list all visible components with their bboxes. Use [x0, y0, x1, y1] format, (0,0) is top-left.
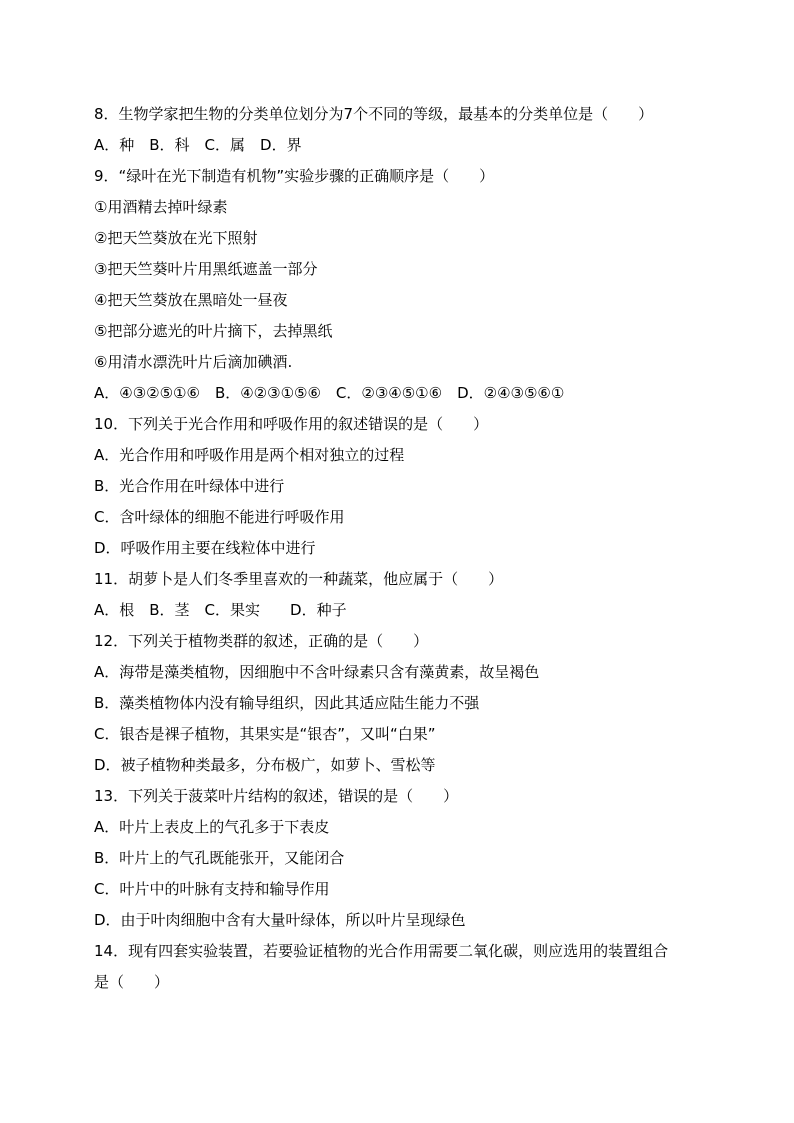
q10-option-a: A．光合作用和呼吸作用是两个相对独立的过程 [94, 446, 405, 464]
q10-option-c: C．含叶绿体的细胞不能进行呼吸作用 [94, 508, 345, 526]
q9-step-3: ③把天竺葵叶片用黑纸遮盖一部分 [94, 260, 318, 278]
q12-option-d: D．被子植物种类最多，分布极广，如萝卜、雪松等 [94, 756, 436, 774]
question-text [94, 99, 708, 998]
q13-stem: 13．下列关于菠菜叶片结构的叙述，错误的是（ ） [94, 787, 459, 805]
q9-step-4: ④把天竺葵放在黑暗处一昼夜 [94, 291, 288, 309]
q10-option-b: B．光合作用在叶绿体中进行 [94, 477, 285, 495]
q8-stem: 8．生物学家把生物的分类单位划分为7个不同的等级，最基本的分类单位是（ ） [94, 105, 654, 123]
q9-step-6: ⑥用清水漂洗叶片后滴加碘酒. [94, 353, 293, 371]
q9-step-1: ①用酒精去掉叶绿素 [94, 198, 228, 216]
q10-option-d: D．呼吸作用主要在线粒体中进行 [94, 539, 316, 557]
q11-options: A．根 B．茎 C．果实 D．种子 [94, 601, 347, 619]
q8-options: A．种 B．科 C．属 D．界 [94, 136, 302, 154]
q13-option-b: B．叶片上的气孔既能张开，又能闭合 [94, 849, 345, 867]
q11-stem: 11．胡萝卜是人们冬季里喜欢的一种蔬菜，他应属于（ ） [94, 570, 504, 588]
q13-option-a: A．叶片上表皮上的气孔多于下表皮 [94, 818, 330, 836]
q9-step-5: ⑤把部分遮光的叶片摘下，去掉黑纸 [94, 322, 333, 340]
q9-step-2: ②把天竺葵放在光下照射 [94, 229, 258, 247]
q12-option-a: A．海带是藻类植物，因细胞中不含叶绿素只含有藻黄素，故呈褐色 [94, 663, 540, 681]
q12-option-b: B．藻类植物体内没有输导组织，因此其适应陆生能力不强 [94, 694, 480, 712]
q9-options: A．④③②⑤①⑥ B．④②③①⑤⑥ C．②③④⑤①⑥ D．②④③⑤⑥① [94, 384, 565, 402]
q12-option-c: C．银杏是裸子植物，其果实是“银杏”，又叫“白果” [94, 725, 436, 743]
q13-option-c: C．叶片中的叶脉有支持和输导作用 [94, 880, 330, 898]
q14-stem: 14．现有四套实验装置，若要验证植物的光合作用需要二氧化碳，则应选用的装置组合 [94, 942, 669, 960]
q14-stem-continued: 是（ ） [94, 973, 170, 991]
q10-stem: 10．下列关于光合作用和呼吸作用的叙述错误的是（ ） [94, 415, 489, 433]
q12-stem: 12．下列关于植物类群的叙述，正确的是（ ） [94, 632, 429, 650]
q13-option-d: D．由于叶肉细胞中含有大量叶绿体，所以叶片呈现绿色 [94, 911, 466, 929]
q9-stem: 9．“绿叶在光下制造有机物”实验步骤的正确顺序是（ ） [94, 167, 495, 185]
